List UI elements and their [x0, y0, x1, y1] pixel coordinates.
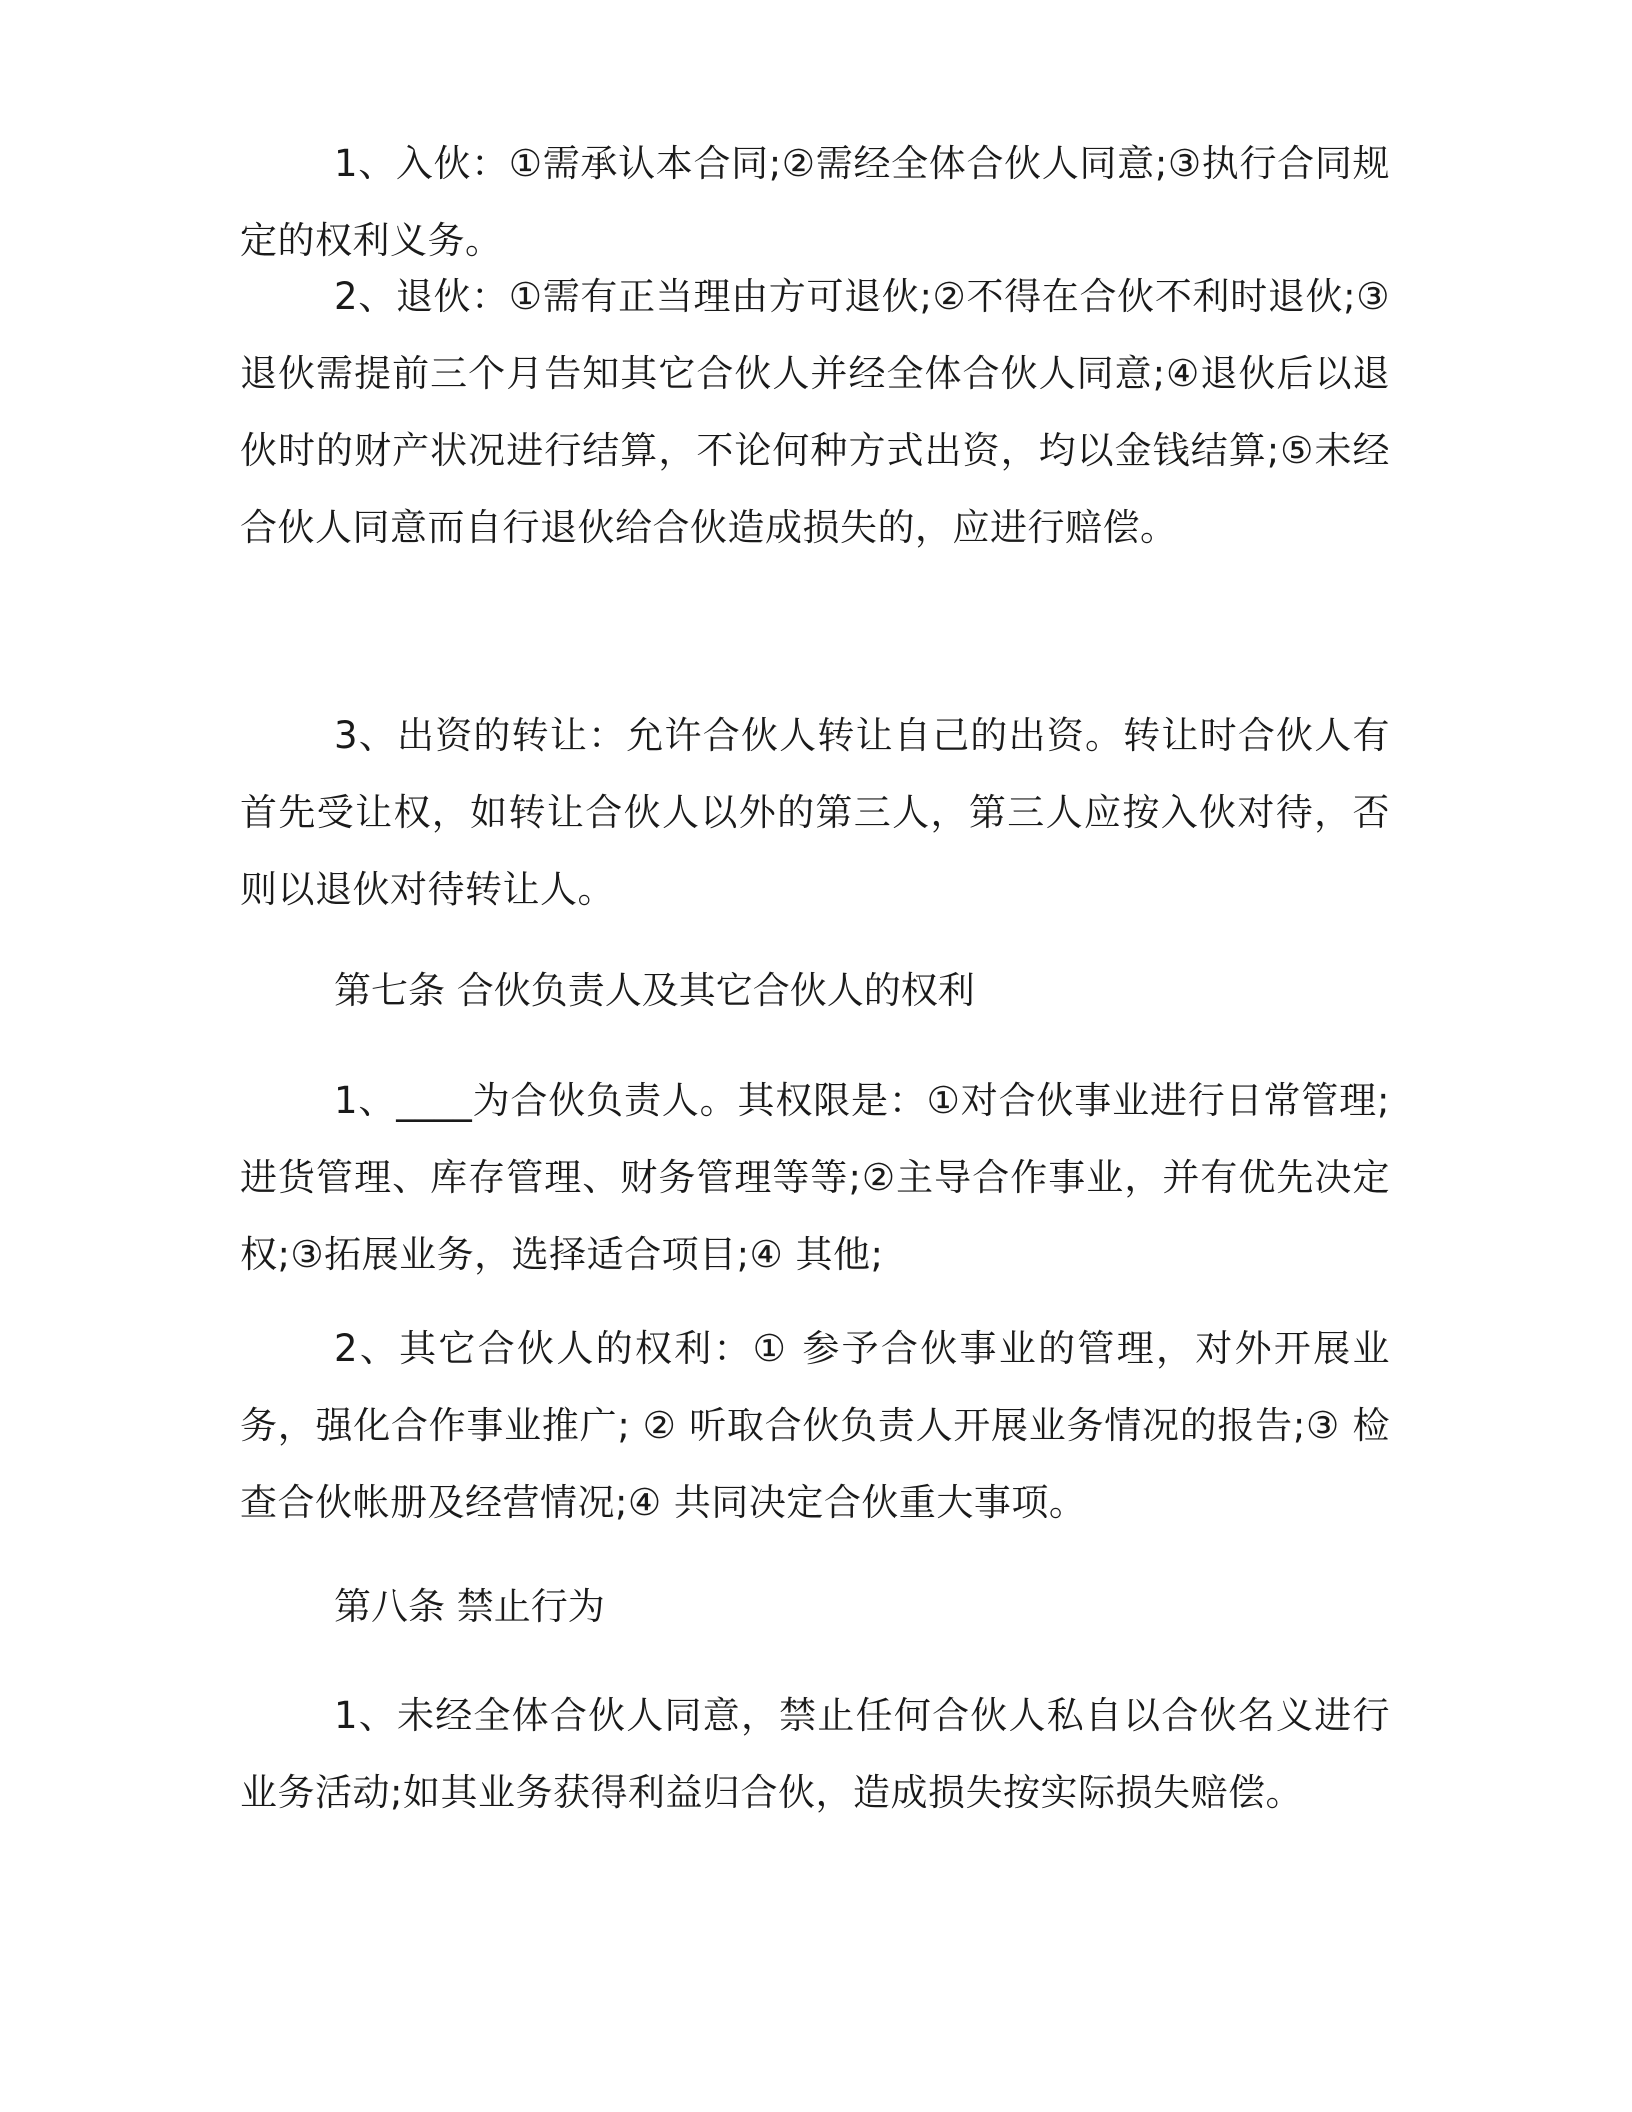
- clause-joining: 1、入伙：①需承认本合同;②需经全体合伙人同意;③执行合同规定的权利义务。: [240, 142, 1390, 262]
- clause-partner-in-charge: 1、____为合伙负责人。其权限是：①对合伙事业进行日常管理;进货管理、库存管理、财务管理等等;②主导合作事业，并有优先决定权;③拓展业务，选择适合项目;④ 其他;: [240, 1079, 1390, 1276]
- article-8-heading: 第八条 禁止行为: [334, 1585, 605, 1628]
- clause-withdrawal: 2、退伙：①需有正当理由方可退伙;②不得在合伙不利时退伙;③退伙需提前三个月告知其它合伙人并经全体合伙人同意;④退伙后以退伙时的财产状况进行结算，不论何种方式出资，均以金钱结算;⑤未经合伙人同意而自行退伙给合伙造成损失的，应进行赔偿。: [240, 275, 1390, 549]
- clause-capital-transfer: 3、出资的转让：允许合伙人转让自己的出资。转让时合伙人有首先受让权，如转让合伙人以外的第三人，第三人应按入伙对待，否则以退伙对待转让人。: [240, 714, 1390, 911]
- clause-prohibited-acts: 1、未经全体合伙人同意，禁止任何合伙人私自以合伙名义进行业务活动;如其业务获得利益归合伙，造成损失按实际损失赔偿。: [240, 1694, 1390, 1814]
- article-7-heading: 第七条 合伙负责人及其它合伙人的权利: [334, 969, 975, 1012]
- clause-other-partner-rights: 2、其它合伙人的权利：① 参予合伙事业的管理，对外开展业务，强化合作事业推广; ② 听取合伙负责人开展业务情况的报告;③ 检查合伙帐册及经营情况;④ 共同决定合伙重大事项。: [240, 1327, 1390, 1524]
